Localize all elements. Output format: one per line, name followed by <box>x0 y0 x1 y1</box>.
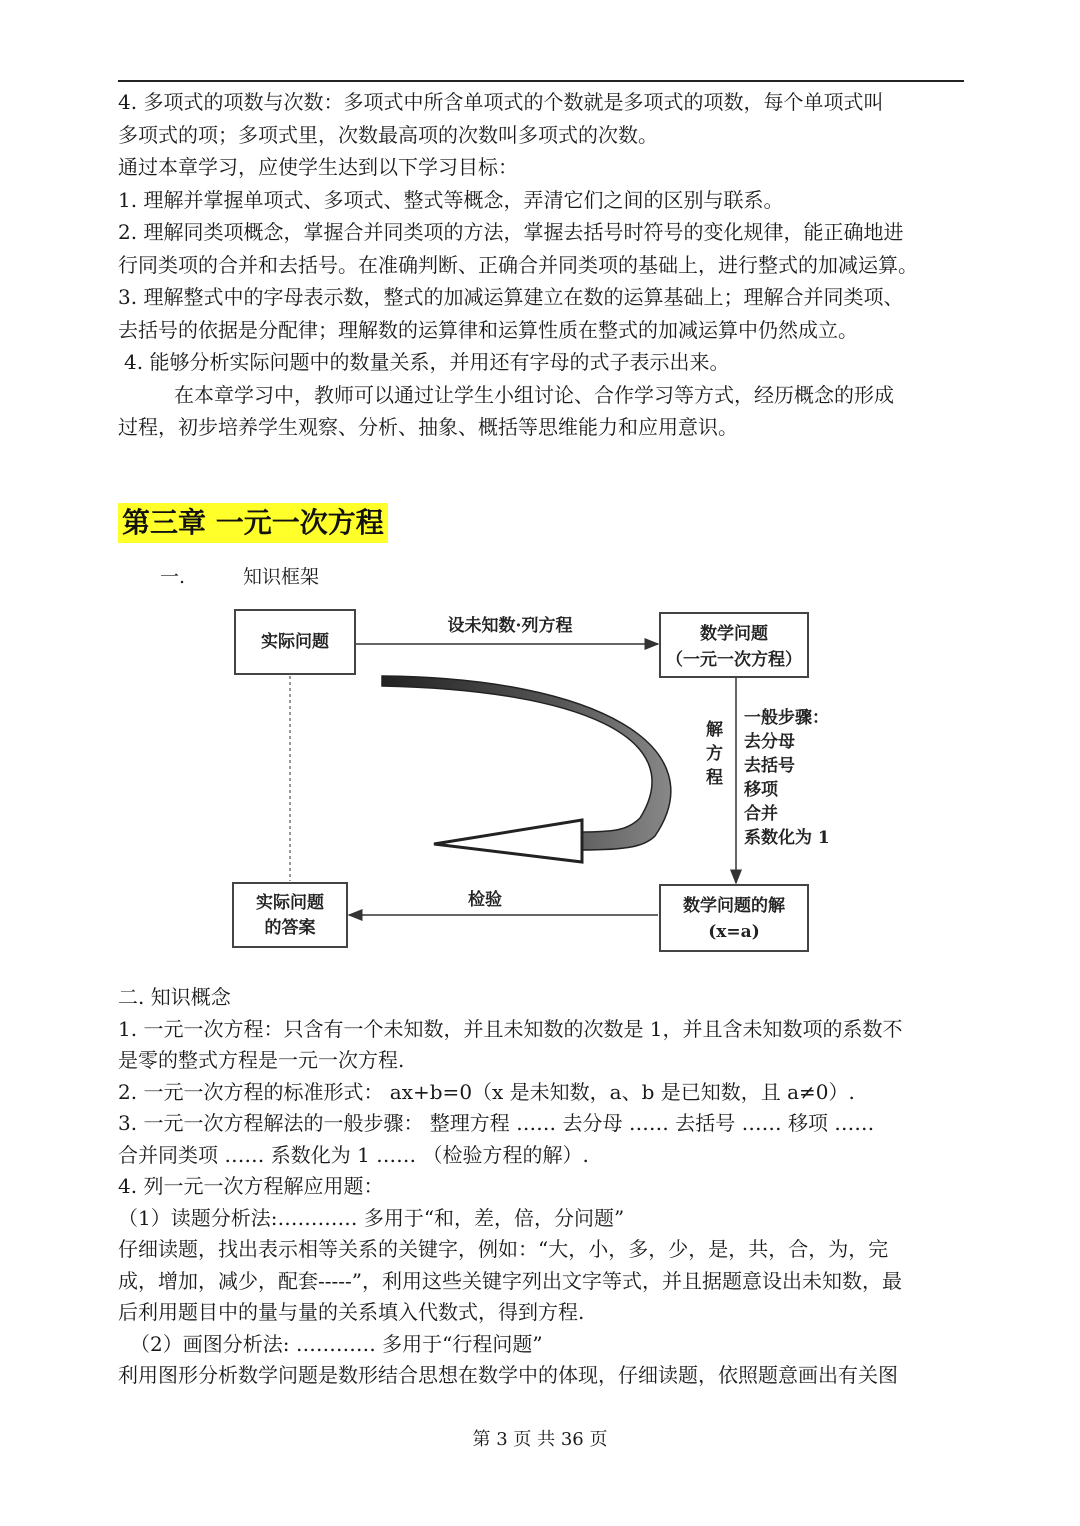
paragraph-line: 3. 一元一次方程解法的一般步骤： 整理方程 …… 去分母 …… 去括号 …… 移项 …… <box>118 1111 875 1135</box>
paragraph-line: 成，增加，减少，配套-----”，利用这些关键字列出文字等式，并且据题意设出未知数，最 <box>118 1268 903 1293</box>
curved-return-arrow-head <box>434 820 582 862</box>
paragraph-line: （1）读题分析法:………… 多用于“和，差，倍，分问题” <box>118 1205 625 1230</box>
label-solution-x-equals-a: (x=a) <box>708 922 760 942</box>
paragraph-line: 4. 能够分析实际问题中的数量关系，并用还有字母的式子表示出来。 <box>124 350 730 374</box>
label-solve-char-1: 解 <box>706 720 723 740</box>
concepts-text <box>118 982 964 1392</box>
label-math-problem: 数学问题 <box>700 624 768 644</box>
label-math-solution: 数学问题的解 <box>683 896 785 916</box>
paragraph-line: （2）画图分析法: ………… 多用于“行程问题” <box>130 1331 543 1356</box>
curved-return-arrow-band <box>382 676 671 850</box>
paragraph-line: 4. 多项式的项数与次数：多项式中所含单项式的个数就是多项式的项数，每个单项式叫 <box>118 90 884 114</box>
label-step: 合并 <box>744 804 778 824</box>
paragraph-line: 过程，初步培养学生观察、分析、抽象、概括等思维能力和应用意识。 <box>118 415 738 439</box>
label-set-up-equation: 设未知数·列方程 <box>447 616 573 636</box>
section-heading-concepts: 二. 知识概念 <box>118 985 231 1009</box>
paragraph-line: 后利用题目中的量与量的关系填入代数式，得到方程. <box>118 1300 585 1324</box>
label-solve-char-2: 方 <box>706 744 723 764</box>
paragraph-line: 是零的整式方程是一元一次方程. <box>118 1048 405 1072</box>
label-practical-answer-1: 实际问题 <box>256 893 324 913</box>
label-steps-title: 一般步骤： <box>744 708 829 728</box>
page-footer: 第 3 页 共 36 页 <box>472 1429 608 1450</box>
paragraph-line: 多项式的项；多项式里，次数最高项的次数叫多项式的次数。 <box>118 122 658 147</box>
section-number: 一. <box>160 566 186 588</box>
paragraph-line: 1. 理解并掌握单项式、多项式、整式等概念，弄清它们之间的区别与联系。 <box>118 187 784 212</box>
header-rule <box>118 80 964 82</box>
paragraph-line: 仔细读题，找出表示相等关系的关键字，例如：“大，小，多，少，是，共，合，为，完 <box>118 1237 889 1261</box>
paragraph-line: 行同类项的合并和去括号。在准确判断、正确合并同类项的基础上，进行整式的加减运算。 <box>118 252 918 277</box>
section-heading-framework <box>160 563 319 591</box>
paragraph-line: 利用图形分析数学问题是数形结合思想在数学中的体现，仔细读题，依照题意画出有关图 <box>118 1363 898 1387</box>
intro-text <box>118 86 964 444</box>
knowledge-framework-diagram <box>220 598 840 968</box>
paragraph-line: 3. 理解整式中的字母表示数，整式的加减运算建立在数的运算基础上；理解合并同类项、 <box>118 285 904 309</box>
label-practical-answer-2: 的答案 <box>264 918 316 938</box>
paragraph-line: 合并同类项 …… 系数化为 1 …… （检验方程的解）. <box>118 1142 589 1167</box>
paragraph-line: 4. 列一元一次方程解应用题： <box>118 1174 384 1198</box>
chapter-title: 第三章 一元一次方程 <box>118 503 388 543</box>
label-step: 去括号 <box>744 756 795 776</box>
label-step: 系数化为 1 <box>744 828 830 848</box>
paragraph-line: 在本章学习中，教师可以通过让学生小组讨论、合作学习等方式，经历概念的形成 <box>174 382 894 407</box>
label-linear-equation: （一元一次方程） <box>666 650 802 670</box>
paragraph-line: 2. 一元一次方程的标准形式： ax+b=0（x 是未知数，a、b 是已知数，且 a≠0）. <box>118 1079 855 1104</box>
label-practical-problem: 实际问题 <box>261 632 329 652</box>
paragraph-line: 1. 一元一次方程：只含有一个未知数，并且未知数的次数是 1，并且含未知数项的系数不 <box>118 1016 903 1041</box>
label-solve-char-3: 程 <box>706 768 723 788</box>
label-step: 移项 <box>744 780 778 800</box>
label-check: 检验 <box>468 890 502 910</box>
section-title: 知识框架 <box>243 566 320 588</box>
paragraph-line: 通过本章学习，应使学生达到以下学习目标： <box>118 155 518 179</box>
label-step: 去分母 <box>744 732 795 752</box>
paragraph-line: 2. 理解同类项概念，掌握合并同类项的方法，掌握去括号时符号的变化规律，能正确地进 <box>118 220 904 244</box>
paragraph-line: 去括号的依据是分配律；理解数的运算律和运算性质在整式的加减运算中仍然成立。 <box>118 317 858 342</box>
